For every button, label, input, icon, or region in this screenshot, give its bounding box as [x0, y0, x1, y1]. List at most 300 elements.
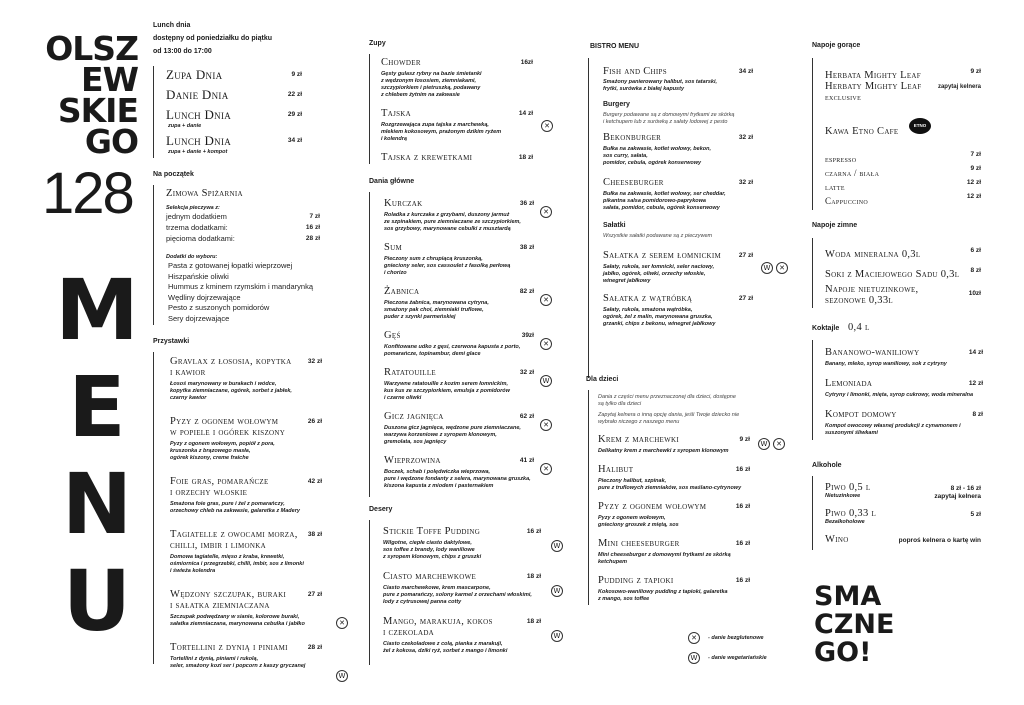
list-item — [603, 66, 753, 93]
option-row — [166, 212, 320, 223]
list-item — [825, 534, 981, 550]
list-item — [603, 250, 785, 285]
item-name: Bananowo-waniliowy — [825, 347, 920, 358]
note-line: są tylko dla dzieci — [598, 401, 642, 407]
section-title: Alkohole — [812, 462, 842, 469]
addon-item: Wędliny dojrzewające — [168, 292, 241, 302]
section-title: Przystawki — [153, 338, 190, 345]
legend-label: - danie bezglutenowe — [708, 635, 764, 641]
item-name: Bekonburger — [603, 132, 662, 143]
item-desc — [603, 146, 753, 167]
starters-list — [170, 356, 346, 684]
vegetarian-icon: W — [761, 262, 773, 274]
item-name: i sałatka ziemniaczana — [170, 600, 270, 611]
item-price: 16 zł — [526, 528, 541, 535]
gluten-free-icon: ✕ — [540, 294, 552, 306]
item-name: Herbaty Mighty Leaf — [825, 81, 922, 92]
item-price: 62 zł — [519, 413, 534, 420]
item-desc: Selekcja pieczywa z: — [166, 205, 220, 211]
item-price: 36 zł — [519, 200, 534, 207]
section-title: Zupy — [369, 40, 386, 47]
brand-line-3: SKIE — [57, 91, 138, 130]
item-desc — [603, 79, 753, 93]
item-name: Tagiatelle z owocami morza, — [170, 529, 298, 540]
desc-line: gnieciony groszek z miętą, sos — [598, 522, 679, 528]
list-item — [825, 409, 983, 437]
item-name: Piwo 0,5 l — [825, 482, 871, 493]
item-price: 38 zł — [307, 531, 322, 538]
item-desc — [170, 381, 322, 402]
item-price: 5 zł — [970, 511, 981, 518]
item-name: Tajska — [381, 108, 411, 119]
item-desc — [170, 614, 322, 628]
list-item — [825, 284, 981, 310]
item-price: 9 zł — [970, 68, 981, 75]
addons-list — [166, 261, 320, 324]
item-desc — [598, 552, 750, 566]
item-desc — [170, 501, 322, 515]
subsection-title: Burgery — [603, 101, 630, 108]
item-price: 42 zł — [307, 478, 322, 485]
desc-line: kruszonka z brązowego masła, — [170, 448, 251, 454]
item-name: Ciasto marchewkowe — [383, 571, 477, 582]
desc-line: warzywa korzeniowe z syropem klonowym, — [384, 432, 497, 438]
item-price: 9 zł — [970, 165, 981, 172]
desc-line: frytki, surówka z białej kapusty — [603, 86, 685, 92]
item-name: Żabnica — [384, 286, 420, 297]
addon-item: Pasta z gotowanej łopatki wieprzowej — [168, 261, 293, 270]
item-price: 12 zł — [968, 380, 983, 387]
item-price: 27 zł — [307, 591, 322, 598]
list-item — [825, 191, 981, 205]
option-row — [166, 223, 320, 234]
item-desc — [825, 392, 983, 399]
item-desc: Nietuzinkowe — [825, 493, 861, 499]
divider — [369, 520, 370, 665]
item-desc — [598, 515, 750, 529]
item-desc — [598, 478, 750, 492]
item-price: 9 zł — [739, 436, 750, 443]
item-price: 27 zł — [738, 252, 753, 259]
item-price: 32 zł — [738, 134, 753, 141]
item-price: poproś kelnera o kartę win — [898, 537, 981, 544]
legend-label: - danie wegetariańskie — [708, 655, 767, 661]
desc-line: Ciasto czekoladowe z colą, pianka z marakuji, — [383, 641, 503, 647]
desc-line: Smażona foie gras, pure i żel z pomarańczy, — [170, 501, 285, 507]
item-name: Gicz jagnięca — [384, 411, 444, 422]
menu-letter: N — [61, 455, 133, 553]
desc-line: i świeża kolendra — [170, 568, 216, 574]
item-name: i czekolada — [383, 627, 435, 638]
list-item — [166, 66, 302, 86]
lunch-list — [166, 66, 302, 156]
bistro-list — [603, 66, 785, 336]
item-name: i kawior — [170, 367, 206, 378]
item-name: Halibut — [598, 464, 634, 475]
item-price: 6 zł — [970, 247, 981, 254]
item-desc: zupa + danie + kompot — [168, 149, 228, 155]
item-name: Wino — [825, 534, 849, 545]
item-name: Gravlax z łososia, kopytka — [170, 356, 292, 367]
desc-line: Kokosowo-waniliowy pudding z tapioki, galaretka — [598, 589, 728, 595]
item-name: Wieprzowina — [384, 455, 441, 466]
item-desc — [825, 361, 983, 368]
desc-line: Domowa tagiatelle, mięso z kraba, krewetki, — [170, 554, 285, 560]
list-item — [598, 501, 750, 529]
item-desc — [170, 441, 322, 462]
list-item — [384, 455, 549, 490]
item-desc: zupa + danie — [168, 123, 202, 129]
item-name: Danie Dnia — [166, 87, 229, 102]
desc-line: Cytryny i limonki, mięta, syrop cukrowy, woda mineralna — [825, 392, 974, 398]
item-price: 29 zł — [287, 111, 302, 118]
desc-line: Ciasto marchewkowe, krem mascarpone, — [383, 585, 491, 591]
desc-line: Gęsty gulasz rybny na bazie śmietanki — [381, 71, 482, 77]
option-label: trzema dodatkami: — [166, 223, 228, 232]
item-desc — [384, 300, 534, 321]
cocktail-size: 0,4 l — [848, 322, 870, 333]
lunch-title: Lunch dnia — [153, 22, 191, 29]
desc-line: Sałaty, rukola, smażona wątróbka, — [603, 307, 693, 313]
desc-line: szczypiorkiem i pietruszką, podawany — [381, 85, 481, 91]
list-item — [384, 286, 549, 321]
smacznego-footer — [814, 583, 894, 667]
desc-line: i kolendrą — [381, 136, 407, 142]
item-name: czarna / biała — [825, 168, 880, 178]
desc-line: pomarańcze, topinambur, demi glace — [384, 351, 481, 357]
list-item — [170, 642, 346, 680]
desc-line: z syropem klonowym, chips z gruszki — [383, 554, 482, 560]
gluten-free-icon: ✕ — [540, 338, 552, 350]
desc-line: Pieczona żabnica, marynowana cytryna, — [384, 300, 489, 306]
desc-line: Pieczony halibut, szpinak, — [598, 478, 667, 484]
mains-list — [384, 198, 550, 499]
item-desc — [381, 122, 533, 143]
brand-line-2: EW — [81, 60, 138, 99]
desc-line: Sałaty, rukola, ser łomnicki, seler naciowy, — [603, 264, 715, 270]
section-title: Koktajle — [812, 325, 840, 332]
item-desc: Bezalkoholowe — [825, 519, 865, 525]
list-item — [603, 293, 753, 328]
vegetarian-icon: W — [551, 540, 563, 552]
desc-line: Wilgotne, ciepłe ciasto daktylowe, — [383, 540, 472, 546]
brand-line-4: GO — [84, 122, 138, 161]
list-item — [598, 538, 750, 566]
desc-line: pure z pomarańczy, solony karmel z orzechami włoskimi, — [383, 592, 532, 598]
divider — [153, 352, 154, 664]
item-price: 27 zł — [738, 295, 753, 302]
desc-line: Rozgrzewająca zupa tajska z marchewką, — [381, 122, 489, 128]
section-title: Dla dzieci — [586, 376, 619, 383]
item-name: Gęś — [384, 330, 401, 341]
desc-line: Banany, mleko, syrop waniliowy, sok z cytryny — [825, 361, 947, 367]
item-desc — [598, 448, 750, 455]
section-note: Wszystkie sałatki podawane są z pieczywem — [603, 233, 713, 239]
item-desc — [383, 540, 541, 561]
desc-line: Pieczony sum z chrupiącą kruszonką, — [384, 256, 483, 262]
item-price: 34 zł — [738, 68, 753, 75]
section-title: Dania główne — [369, 178, 415, 185]
list-item — [170, 416, 322, 462]
item-desc — [603, 191, 753, 212]
item-desc — [383, 585, 541, 606]
gluten-free-icon: ✕ — [773, 438, 785, 450]
desc-line: seler, smażony kozi ser i popcorn z kaszy gryczanej — [170, 663, 306, 669]
desc-line: gnieciony seler, sos cassoulet z fasolką perłową — [384, 263, 511, 269]
item-name: Kompot domowy — [825, 409, 897, 420]
item-desc — [384, 469, 534, 490]
desc-line: winegret jabłkowy — [603, 278, 651, 284]
divider — [588, 58, 589, 378]
desc-line: mlekiem kokosowym, prażonym dzikim ryżem — [381, 129, 502, 135]
option-row — [166, 234, 320, 245]
item-price: 26 zł — [307, 418, 322, 425]
option-price: 28 zł — [305, 235, 320, 242]
menu-letter: M — [55, 261, 139, 359]
desc-line: sałata, pomidor, cebula, ogórek konserwowy — [603, 205, 720, 211]
section-title: Napoje zimne — [812, 222, 858, 229]
section-title: BISTRO MENU — [590, 43, 639, 50]
item-desc — [384, 344, 534, 358]
gluten-free-icon: ✕ — [776, 262, 788, 274]
list-item — [825, 163, 981, 177]
item-desc — [384, 425, 534, 446]
item-name: i orzechy włoskie — [170, 487, 248, 498]
desc-line: i czarne oliwki — [384, 395, 422, 401]
vegetarian-icon: W — [758, 438, 770, 450]
item-desc — [381, 71, 533, 99]
addon-item: Hiszpańskie oliwki — [168, 271, 229, 281]
desc-line: ze szpinakiem, pure ziemniaczane ze szczypiorkiem, — [384, 219, 521, 225]
list-item — [825, 81, 981, 115]
desc-line: sos curry, sałata, — [603, 153, 648, 159]
item-price: 9 zł — [291, 71, 302, 78]
lunch-availability: dostępny od poniedziałku do piątku — [153, 35, 273, 42]
item-name: Kawa Etno Cafe — [825, 126, 899, 137]
soups-list — [381, 57, 550, 172]
divider — [153, 185, 154, 325]
section-note — [603, 112, 753, 126]
option-price: 16 zł — [305, 224, 320, 231]
item-name: Lemoniada — [825, 378, 873, 389]
item-price: 32 zł — [307, 358, 322, 365]
lunch-hours: od 13:00 do 17:00 — [153, 48, 212, 55]
list-item — [598, 434, 782, 455]
option-label: pięcioma dodatkami: — [166, 234, 235, 243]
item-name: Krem z marchewki — [598, 434, 680, 445]
list-item — [381, 108, 550, 143]
gluten-free-icon: ✕ — [540, 463, 552, 475]
item-name: exclusive — [825, 92, 862, 102]
gluten-free-icon: ✕ — [541, 120, 553, 132]
list-item — [170, 529, 322, 575]
divider — [812, 340, 813, 440]
desc-line: Duszona gicz jagnięca, wędzone pure ziemniaczane, — [384, 425, 521, 431]
hot-drinks-list — [825, 65, 981, 205]
legend — [688, 632, 808, 672]
item-name: Woda mineralna 0,3l — [825, 249, 921, 260]
alcohol-list — [825, 482, 981, 550]
brand-logo — [28, 29, 138, 161]
desc-line: żel z kokosa, dziki ryż, sorbet z mango i limonki — [383, 648, 508, 654]
desc-line: z mango, sos toffee — [598, 596, 650, 602]
item-desc — [598, 589, 750, 603]
item-name: Lunch Dnia — [166, 107, 232, 122]
kids-list — [598, 394, 782, 612]
item-name: Stickie Toffe Pudding — [383, 526, 481, 537]
desc-line: grzanki, chips z bekonu, winegret jabłkowy — [603, 321, 716, 327]
note-line: Burgery podawane są z domowymi frytkami ze skórką — [603, 112, 735, 118]
item-name: Soki z Maciejowego Sadu 0,3l — [825, 269, 960, 280]
brand-line-1: OLSZ — [45, 29, 138, 68]
item-price: zapytaj kelnera — [934, 493, 981, 500]
item-name: Herbata Mighty Leaf — [825, 70, 921, 81]
list-item — [383, 616, 561, 655]
item-price: 16zł — [520, 59, 533, 66]
vegetarian-icon: W — [336, 670, 348, 682]
desc-line: ośmiornica i przegrzebki, chilli, imbir, sos z limonki — [170, 561, 304, 567]
item-desc — [603, 307, 753, 328]
item-name: latte — [825, 182, 845, 192]
divider — [369, 192, 370, 497]
list-item — [825, 508, 981, 534]
list-item — [170, 356, 322, 402]
item-price: 18 zł — [518, 154, 533, 161]
item-name: chilli, imbir i limonka — [170, 540, 266, 551]
item-desc — [383, 641, 541, 655]
item-name: Cappuccino — [825, 196, 869, 206]
item-price: 18 zł — [526, 618, 541, 625]
item-price: 32 zł — [519, 369, 534, 376]
vegetarian-icon: W — [688, 652, 700, 664]
gluten-free-icon: ✕ — [540, 206, 552, 218]
item-name: Pudding z tapioki — [598, 575, 674, 586]
list-item — [825, 347, 983, 368]
item-price: zapytaj kelnera — [937, 84, 981, 90]
desc-line: Roladka z kurczaka z grzybami, duszony jarmuż — [384, 212, 510, 218]
item-price: 16 zł — [735, 540, 750, 547]
etno-logo: ETNO — [909, 118, 931, 134]
subsection-title: Sałatki — [603, 222, 626, 229]
desc-line: pure z truflowych ziemniaków, sos maślano-cytrynowy — [598, 485, 742, 491]
desc-line: z chlebem żytnim na zakwasie — [381, 92, 460, 98]
lunch-header — [153, 19, 272, 58]
desc-line: smażony pak choi, ziemniaki truflowe, — [384, 307, 484, 313]
item-name: Mango, marakuja, kokos — [383, 616, 493, 627]
item-price: 8 zł - 16 zł — [950, 485, 981, 492]
divider — [812, 476, 813, 550]
item-name: Pyzy z ogonem wołowym — [598, 501, 707, 512]
item-name: Foie gras, pomarańcze — [170, 476, 269, 487]
list-item — [825, 264, 981, 284]
list-item — [384, 330, 549, 358]
item-price: 41 zł — [519, 457, 534, 464]
desc-line: orzechowy chleb na zakwasie, galaretka z Madery — [170, 508, 300, 514]
item-name: Sałatka z wątróbką — [603, 293, 693, 304]
desc-line: Delikatny krem z marchewki z syropem klonowym — [598, 448, 729, 454]
desc-line: kiszona kapusta z miodem i pasternakiem — [384, 483, 494, 489]
desserts-list — [383, 526, 561, 665]
desc-line: pomidor, cebula, ogórek konserwowy — [603, 160, 702, 166]
note-line: wybrało niczego z naszego menu — [598, 419, 680, 425]
item-price: 18 zł — [526, 573, 541, 580]
item-name: sezonowe 0,33l — [825, 295, 893, 306]
addon-item: Hummus z kminem rzymskim i mandarynką — [168, 282, 314, 291]
item-name: Mini cheeseburger — [598, 538, 680, 549]
vegetarian-icon: W — [551, 630, 563, 642]
section-title: Na początek — [153, 171, 194, 178]
footer-line: CZNE — [814, 609, 895, 640]
item-name: Chowder — [381, 57, 421, 68]
divider — [812, 238, 813, 308]
desc-line: Smażony panierowany halibut, sos tatarski, — [603, 79, 718, 85]
item-price: 39zł — [521, 332, 534, 339]
desc-line: sos toffee z brandy, lody waniliowe — [383, 547, 475, 553]
desc-line: Łosoś marynowany w burakach i wódce, — [170, 381, 277, 387]
list-item — [166, 132, 302, 156]
item-price: 34 zł — [287, 137, 302, 144]
list-item — [825, 121, 981, 149]
desc-line: Boczek, schab i polędwiczka wieprzowa, — [384, 469, 491, 475]
gluten-free-icon: ✕ — [336, 617, 348, 629]
section-note — [598, 394, 750, 426]
item-price: 16 zł — [735, 577, 750, 584]
desc-line: Warzywne ratatouille z kozim serem łomnickim, — [384, 381, 508, 387]
divider — [153, 66, 154, 158]
item-name: Lunch Dnia — [166, 133, 232, 148]
desc-line: ogórek, żel z malin, marynowana gruszka, — [603, 314, 713, 320]
vegetarian-icon: W — [551, 585, 563, 597]
desc-line: Bułka na zakwasie, kotlet wołowy, bekon, — [603, 146, 711, 152]
legend-gluten-free — [688, 632, 808, 652]
desc-line: Pyzy z ogonem wołowym, popiół z pora, — [170, 441, 275, 447]
list-item — [825, 482, 981, 508]
item-price: 28 zł — [307, 644, 322, 651]
desc-line: kus kus ze szczypiorkiem, emulsja z pomidorów — [384, 388, 510, 394]
addon-item: Pesto z suszonych pomidorów — [168, 303, 270, 312]
desc-line: puder z szynki parmeńskiej — [384, 314, 456, 320]
desc-line: sałatka ziemniaczana, marynowana cebulka i jabłko — [170, 621, 305, 627]
item-price: 7 zł — [970, 151, 981, 158]
desc-line: Tortellini z dynią, piniami i rukolą, — [170, 656, 259, 662]
desc-line: sos grzybowy, marynowane cebulki z musztardą — [384, 226, 511, 232]
addons-title: Dodatki do wyboru: — [166, 254, 218, 260]
note-line: Dania z części menu przeznaczonej dla dzieci, dostępne — [598, 394, 736, 400]
list-item — [603, 177, 753, 212]
addon-item: Sery dojrzewające — [168, 313, 230, 323]
desc-line: Konfitowane udko z gęsi, czerwona kapusta z porto, — [384, 344, 521, 350]
item-price: 32 zł — [738, 179, 753, 186]
item-name: Napoje nietuzinkowe, — [825, 284, 919, 295]
item-price: 16 zł — [735, 503, 750, 510]
item-price: 14 zł — [518, 110, 533, 117]
note-line: Zapytaj kelnera o inną opcję dania, jeśli Twoje dziecko nie — [598, 412, 740, 418]
list-item — [598, 464, 750, 492]
list-item — [384, 198, 549, 233]
list-item — [598, 575, 750, 603]
list-item — [384, 367, 550, 402]
section-title: Napoje gorące — [812, 42, 861, 49]
desc-line: Szczupak podwędzany w sianie, kolorowe buraki, — [170, 614, 300, 620]
list-item — [825, 378, 983, 399]
item-name: Kurczak — [384, 198, 423, 209]
footer-line: SMA — [814, 581, 882, 612]
item-name: Zupa Dnia — [166, 67, 223, 82]
gluten-free-icon: ✕ — [540, 419, 552, 431]
cold-drinks-list — [825, 244, 981, 310]
item-price: 14 zł — [968, 349, 983, 356]
legend-vegetarian — [688, 652, 808, 672]
